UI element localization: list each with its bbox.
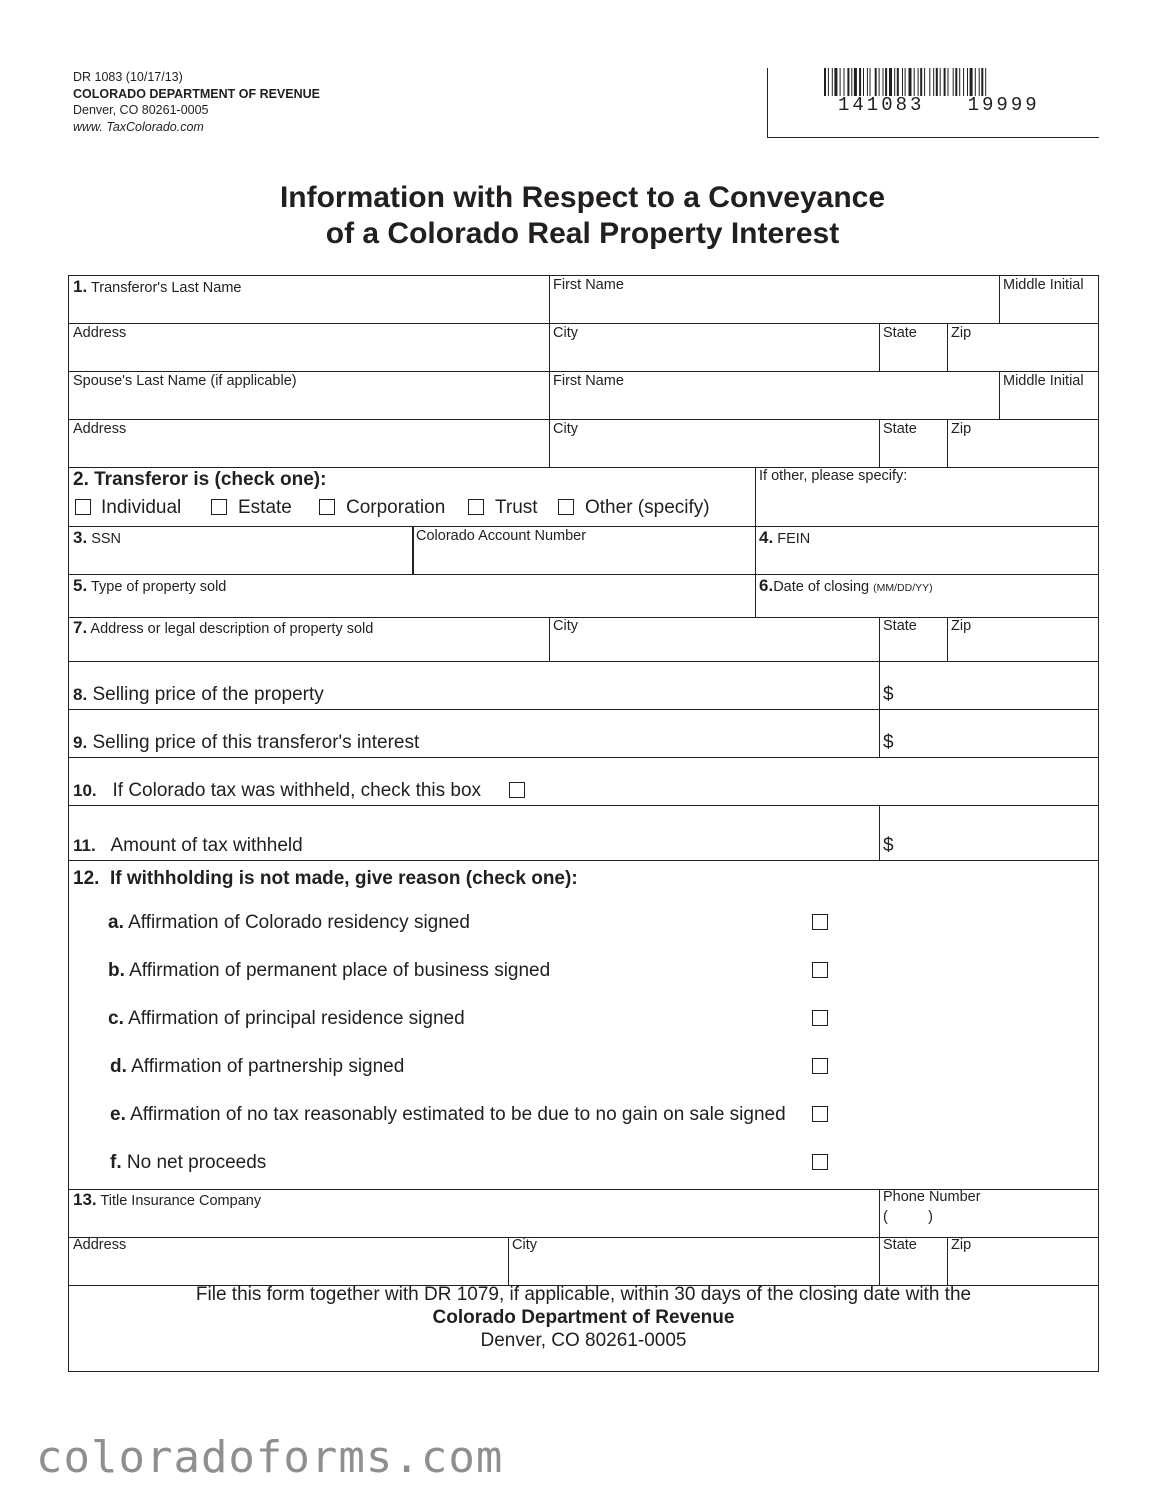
field-label: Transferor's Last Name	[90, 280, 242, 296]
barcode-bar	[953, 68, 954, 96]
barcode-bar	[834, 68, 837, 96]
barcode-bar	[859, 68, 861, 96]
col-line	[549, 276, 550, 467]
barcode-bar	[879, 68, 880, 96]
section-number: 7.	[73, 618, 88, 637]
barcode-number: 141083 19999	[838, 94, 1040, 116]
row-line	[69, 709, 1098, 710]
corporation-checkbox[interactable]	[319, 499, 335, 515]
barcode-bar	[863, 68, 864, 96]
spouse-address-field[interactable]: Address	[73, 421, 127, 437]
other-label: Other (specify)	[585, 497, 710, 518]
row-line	[69, 661, 1098, 662]
ssn-field[interactable]	[73, 528, 121, 548]
property-state-field[interactable]: State	[883, 618, 917, 634]
barcode-bar	[909, 68, 912, 96]
barcode-bar	[902, 68, 903, 96]
barcode-bar	[929, 68, 930, 96]
title-company-zip-field[interactable]: Zip	[951, 1237, 972, 1253]
property-zip-field[interactable]: Zip	[951, 618, 972, 634]
transferor-address-field[interactable]: Address	[73, 325, 127, 341]
property-city-field[interactable]: City	[553, 618, 578, 634]
section-number: 6.	[759, 576, 774, 595]
row-line	[69, 323, 1098, 324]
row-line	[69, 419, 1098, 420]
row-line	[69, 467, 1098, 468]
other-specify-field[interactable]: If other, please specify:	[759, 468, 908, 484]
barcode-bar	[955, 68, 957, 96]
barcode-bar	[844, 68, 845, 96]
reason-d-checkbox[interactable]	[812, 1058, 828, 1074]
field-label: Title Insurance Company	[100, 1193, 262, 1209]
barcode-bar	[889, 68, 892, 96]
col-line	[947, 323, 948, 371]
barcode-bar	[963, 68, 964, 96]
spouse-last-name-field[interactable]: Spouse's Last Name (if applicable)	[73, 373, 297, 389]
other-checkbox[interactable]	[558, 499, 574, 515]
col-line	[947, 617, 948, 661]
form-grid	[68, 275, 1099, 1372]
barcode-bar	[970, 68, 973, 96]
barcode-bar	[975, 68, 976, 96]
reason-text: Affirmation of principal residence signed	[128, 1008, 465, 1029]
barcode-bar	[914, 68, 915, 96]
form-header	[73, 69, 320, 135]
filing-line-1: File this form together with DR 1079, if applicable, within 30 days of the closing date with the	[195, 1284, 972, 1305]
reason-letter: a.	[108, 912, 124, 933]
section-number: 10.	[73, 781, 97, 800]
barcode-bar	[885, 68, 887, 96]
section-number: 4.	[759, 528, 774, 547]
reason-c-checkbox[interactable]	[812, 1010, 828, 1026]
field-label: SSN	[91, 531, 122, 547]
barcode-bar	[918, 68, 919, 96]
reason-f	[110, 1152, 266, 1174]
individual-checkbox[interactable]	[75, 499, 91, 515]
tax-withheld-label	[73, 780, 481, 802]
property-address-field[interactable]	[73, 618, 373, 638]
transferor-interest-field[interactable]: $	[883, 732, 894, 753]
estate-checkbox[interactable]	[211, 499, 227, 515]
barcode-bar	[948, 68, 949, 96]
title-line-2: of a Colorado Real Property Interest	[325, 217, 840, 250]
reason-b	[108, 960, 550, 982]
col-line	[879, 419, 880, 467]
transferor-type-heading: 2. Transferor is (check one):	[73, 469, 327, 490]
col-line	[412, 526, 414, 574]
row-line	[69, 757, 1098, 758]
reason-c	[108, 1008, 465, 1030]
reason-letter: c.	[108, 1008, 124, 1029]
field-label: If Colorado tax was withheld, check this box	[112, 780, 482, 801]
barcode-bar	[832, 68, 833, 96]
row-line	[69, 574, 1098, 575]
spouse-city-field[interactable]: City	[553, 421, 578, 437]
reason-e-checkbox[interactable]	[812, 1106, 828, 1122]
col-line	[879, 323, 880, 371]
filing-line-3: Denver, CO 80261-0005	[480, 1330, 687, 1351]
field-label: Date of closing	[773, 579, 870, 595]
closing-date-field[interactable]	[759, 576, 933, 596]
property-type-field[interactable]	[73, 576, 226, 596]
field-label: If withholding is not made, give reason (check one):	[109, 868, 578, 889]
reason-f-checkbox[interactable]	[812, 1154, 828, 1170]
reason-text: Affirmation of no tax reasonably estimated to be due to no gain on sale signed	[130, 1104, 786, 1125]
row-line	[69, 805, 1098, 806]
barcode-bar	[851, 68, 852, 96]
col-line	[879, 1189, 880, 1285]
spouse-state-field[interactable]: State	[883, 421, 917, 437]
trust-checkbox[interactable]	[468, 499, 484, 515]
selling-price-field[interactable]: $	[883, 684, 894, 705]
row-line	[69, 526, 1098, 527]
estate-label: Estate	[238, 497, 292, 518]
filing-instructions	[68, 1283, 1099, 1352]
barcode-bar	[967, 68, 968, 96]
spouse-middle-initial-field[interactable]: Middle Initial	[1003, 373, 1084, 389]
field-label: Address or legal description of property sold	[90, 621, 374, 637]
transferor-middle-initial-field[interactable]: Middle Initial	[1003, 277, 1084, 293]
col-line	[999, 371, 1000, 419]
barcode-bar	[936, 68, 938, 96]
title-insurance-company-field[interactable]	[73, 1190, 261, 1210]
col-line	[879, 805, 880, 860]
agency-address: Denver, CO 80261-0005	[73, 103, 209, 117]
transferor-city-field[interactable]: City	[553, 325, 578, 341]
col-line	[999, 276, 1000, 323]
phone-number-field[interactable]	[883, 1189, 981, 1225]
barcode-bar	[828, 68, 829, 96]
barcode-bar	[981, 68, 983, 96]
barcode-bar	[883, 68, 884, 96]
barcode-bar	[944, 68, 946, 96]
section-number: 11.	[73, 836, 96, 855]
agency-website: www. TaxColorado.com	[73, 119, 204, 134]
col-line	[947, 419, 948, 467]
corporation-label: Corporation	[346, 497, 446, 518]
reason-e	[110, 1104, 786, 1126]
spouse-zip-field[interactable]: Zip	[951, 421, 972, 437]
date-format-hint: (MM/DD/YY)	[873, 582, 933, 594]
barcode-bar	[867, 68, 868, 96]
barcode-bar	[870, 68, 871, 96]
section-number: 1.	[73, 277, 88, 296]
watermark: coloradoforms.com	[36, 1432, 504, 1483]
barcode-bar	[920, 68, 922, 96]
col-line	[508, 1237, 509, 1285]
section-number: 9.	[73, 733, 88, 752]
barcode-bar	[985, 68, 986, 96]
row-line	[69, 371, 1098, 372]
individual-label: Individual	[101, 497, 182, 518]
barcode-bar	[824, 68, 826, 96]
transferor-first-name-field[interactable]: First Name	[553, 277, 624, 293]
barcode-bar	[924, 68, 925, 96]
reason-a	[108, 912, 470, 934]
col-line	[947, 1237, 948, 1285]
withholding-reason-heading	[73, 868, 578, 890]
transferor-state-field[interactable]: State	[883, 325, 917, 341]
barcode-bar	[847, 68, 849, 96]
transferor-interest-label	[73, 732, 419, 754]
field-label: Type of property sold	[90, 579, 227, 595]
field-label: Amount of tax withheld	[110, 835, 303, 856]
reason-text: No net proceeds	[126, 1152, 267, 1173]
phone-label: Phone Number	[883, 1189, 981, 1205]
reason-text: Affirmation of permanent place of business signed	[129, 960, 551, 981]
section-number: 12.	[73, 868, 100, 889]
reason-letter: b.	[108, 960, 125, 981]
trust-label: Trust	[495, 497, 538, 518]
phone-area-code: ( )	[883, 1209, 933, 1225]
filing-line-2: Colorado Department of Revenue	[432, 1307, 735, 1328]
page-title	[0, 180, 1165, 252]
row-line	[69, 1237, 1098, 1238]
reason-d	[110, 1056, 404, 1078]
barcode-bar	[979, 68, 980, 96]
title-company-city-field[interactable]: City	[512, 1237, 537, 1253]
agency-name: COLORADO DEPARTMENT OF REVENUE	[73, 86, 320, 101]
field-label: FEIN	[777, 531, 811, 547]
amount-withheld-label	[73, 835, 303, 857]
barcode-bar	[933, 68, 934, 96]
amount-withheld-field[interactable]: $	[883, 835, 894, 856]
barcode-bar	[905, 68, 906, 96]
barcode-bar	[959, 68, 960, 96]
reason-text: Affirmation of Colorado residency signed	[128, 912, 470, 933]
spouse-first-name-field[interactable]: First Name	[553, 373, 624, 389]
col-line	[879, 661, 880, 757]
transferor-last-name-field[interactable]	[73, 277, 241, 297]
reason-letter: e.	[110, 1104, 126, 1125]
title-line-1: Information with Respect to a Conveyance	[279, 181, 886, 214]
title-company-address-field[interactable]: Address	[73, 1237, 127, 1253]
selling-price-label	[73, 684, 324, 706]
colorado-account-number-field[interactable]: Colorado Account Number	[416, 528, 587, 544]
title-company-state-field[interactable]: State	[883, 1237, 917, 1253]
reason-letter: d.	[110, 1056, 127, 1077]
barcode-bar	[940, 68, 941, 96]
field-label: Selling price of the property	[92, 684, 324, 705]
barcode-bar	[840, 68, 841, 96]
section-number: 3.	[73, 528, 88, 547]
tax-withheld-checkbox[interactable]	[509, 782, 525, 798]
form-id: DR 1083 (10/17/13)	[73, 70, 183, 84]
barcode-bar	[875, 68, 877, 96]
field-label: Selling price of this transferor's interest	[92, 732, 420, 753]
barcode-bar	[894, 68, 895, 96]
col-line	[755, 467, 756, 617]
reason-a-checkbox[interactable]	[812, 914, 828, 930]
section-number: 5.	[73, 576, 88, 595]
barcode-bar	[854, 68, 857, 96]
reason-text: Affirmation of partnership signed	[131, 1056, 405, 1077]
section-number: 13.	[73, 1190, 97, 1209]
row-line	[69, 860, 1098, 861]
fein-field[interactable]	[759, 528, 810, 548]
barcode	[824, 68, 1046, 96]
col-line	[549, 617, 550, 661]
section-number: 8.	[73, 685, 88, 704]
transferor-zip-field[interactable]: Zip	[951, 325, 972, 341]
reason-letter: f.	[110, 1152, 122, 1173]
barcode-bar	[897, 68, 899, 96]
col-line	[879, 617, 880, 661]
reason-b-checkbox[interactable]	[812, 962, 828, 978]
